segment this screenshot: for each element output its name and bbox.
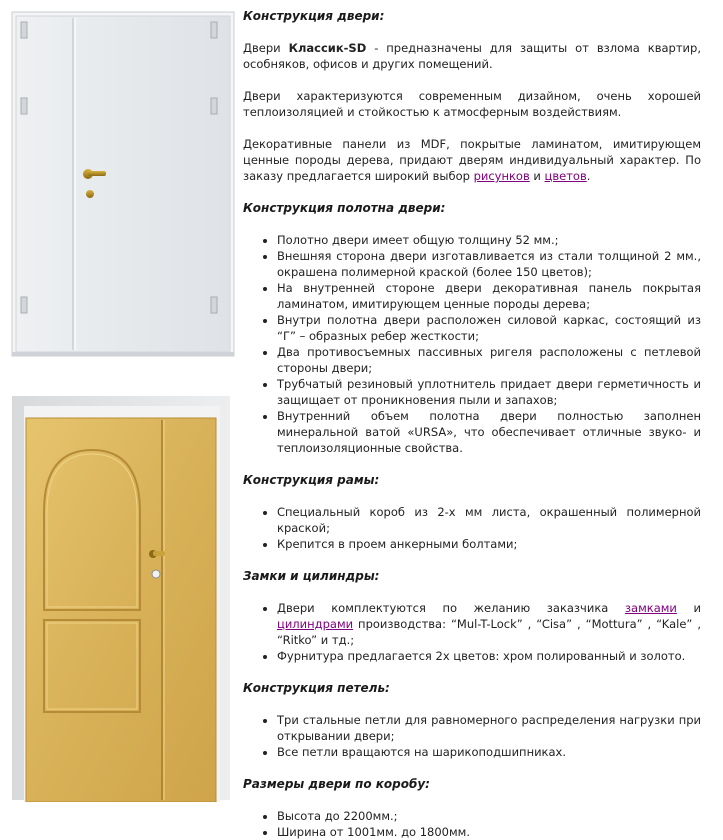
section-title-hinges: Конструкция петель: <box>243 681 390 695</box>
list-item: • Три стальные петли для равномерного распределения нагрузки при открывании двери; <box>277 712 701 744</box>
door-images <box>0 0 236 800</box>
list-item: • Высота до 2200мм.; <box>277 808 701 824</box>
section-title-locks: Замки и цилиндры: <box>243 569 380 583</box>
section-title-dimensions: Размеры двери по коробу: <box>243 777 430 791</box>
wooden-double-door-image <box>0 392 236 802</box>
text: и <box>529 169 545 183</box>
text: и <box>676 601 701 615</box>
list-item: • Все петли вращаются на шарикоподшипниках. <box>277 744 701 760</box>
intro-paragraph <box>243 40 701 72</box>
list-item: • Внутри полотна двери расположен силовой каркас, состоящий из “Г” – образных ребер жесткости; <box>277 312 701 344</box>
list-item: • Ширина от 1001мм. до 1800мм. <box>277 824 701 840</box>
door-description <box>243 8 701 840</box>
steel-double-door-image <box>0 0 236 360</box>
list-item: • Внутренний объем полотна двери полностью заполнен минеральной ватой «URSA», что обеспечивает отличные звуко- и теплоизоляционные свойства. <box>277 408 701 456</box>
frame-construction-list <box>243 504 701 552</box>
patterns-link[interactable]: рисунков <box>473 169 530 183</box>
section-title-frame-construction: Конструкция рамы: <box>243 473 380 487</box>
hinges-list <box>243 712 701 760</box>
text: . <box>586 169 591 183</box>
panels-paragraph <box>243 136 701 184</box>
list-item: • Внешняя сторона двери изготавливается из стали толщиной 2 мм., окрашена полимерной краской (более 150 цветов); <box>277 248 701 280</box>
list-item: • Трубчатый резиновый уплотнитель придает двери герметичность и защищает от проникновения пыли и запахов; <box>277 376 701 408</box>
cylinders-link[interactable]: цилиндрами <box>277 617 354 631</box>
list-item: • Два противосъемных пассивных ригеля расположены с петлевой стороны двери; <box>277 344 701 376</box>
text: - предназначены для защиты от взлома квартир, особняков, офисов и других помещений. <box>243 41 701 71</box>
list-item: • Специальный короб из 2-х мм листа, окрашенный полимерной краской; <box>277 504 701 536</box>
section-title-leaf-construction: Конструкция полотна двери: <box>243 201 446 215</box>
design-paragraph: Двери характеризуются современным дизайном, очень хорошей теплоизоляцией и стойкостью к атмосферным воздействиям. <box>243 89 701 119</box>
product-name: Классик-SD <box>288 41 367 55</box>
text: Двери <box>243 41 289 55</box>
text: Двери комплектуются по желанию заказчика <box>277 601 625 615</box>
text: производства: “Mul-T-Lock” , “Cisa” , “Mottura” , “Kale” , “Ritko” и тд.; <box>277 617 701 647</box>
leaf-construction-list <box>243 232 701 456</box>
list-item <box>277 600 701 648</box>
colors-link[interactable]: цветов <box>544 169 587 183</box>
list-item: • На внутренней стороне двери декоративная панель покрытая ламинатом, имитирующем ценные породы дерева; <box>277 280 701 312</box>
locks-list <box>243 600 701 664</box>
section-title-door-construction: Конструкция двери: <box>243 9 385 23</box>
list-item: • Полотно двери имеет общую толщину 52 мм.; <box>277 232 701 248</box>
list-item: • Фурнитура предлагается 2х цветов: хром полированный и золото. <box>277 648 701 664</box>
list-item: • Крепится в проем анкерными болтами; <box>277 536 701 552</box>
dimensions-list <box>243 808 701 840</box>
locks-link[interactable]: замками <box>624 601 677 615</box>
text: Декоративные панели из MDF, покрытые ламинатом, имитирующем ценные породы дерева, придают дверям индивидуальный характер. По заказу предлагается широкий выбор <box>243 137 701 183</box>
